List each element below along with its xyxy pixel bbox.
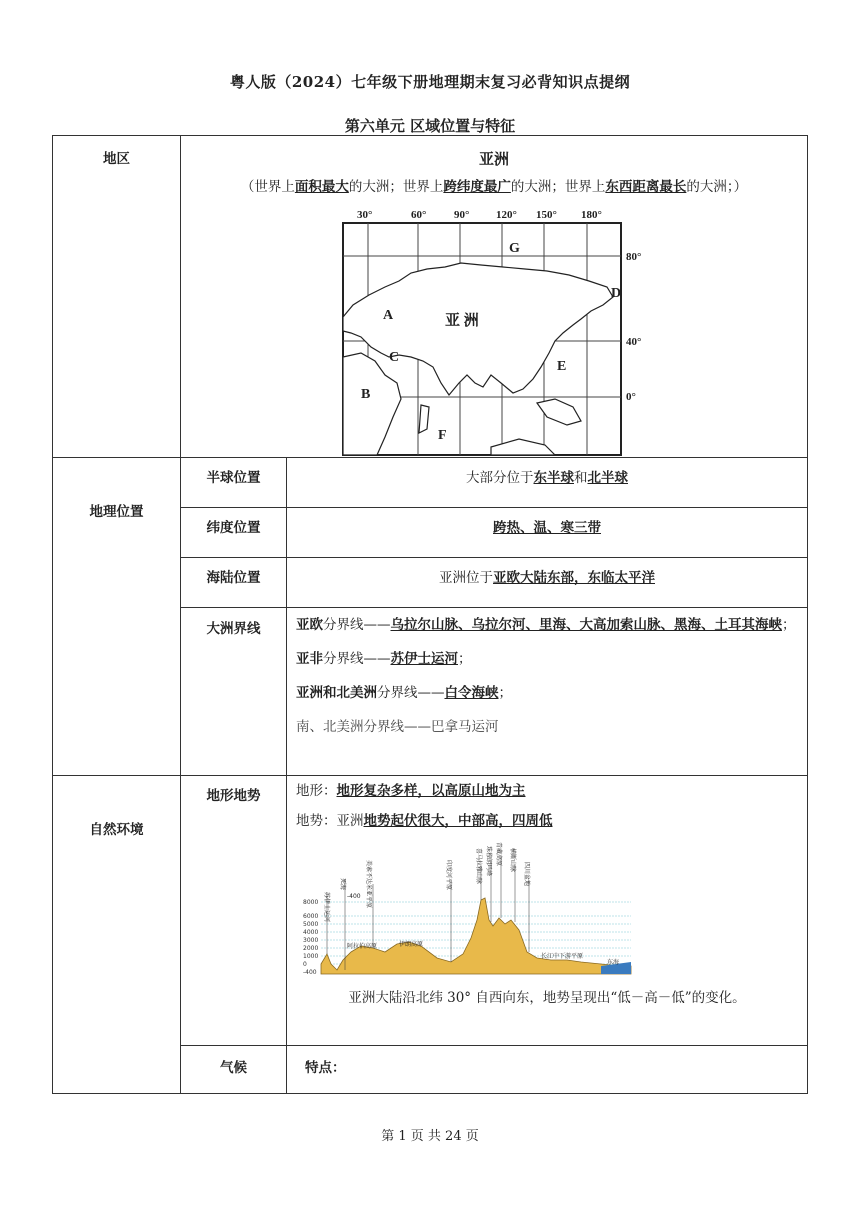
widest-latitude: 跨纬度最广 [443,179,511,195]
y-tick: 8000 [303,899,319,906]
region-label-cell [53,136,181,458]
asia-cell [181,136,808,458]
asia-na-boundary [287,676,807,710]
asia-europe-boundary [287,608,807,642]
sea-land-value-cell [287,558,808,608]
dead-sea-mark: -400 [347,893,361,900]
terrain-value-cell [287,776,808,1046]
relief-line [287,806,807,836]
hemisphere-value-cell [287,458,808,508]
note-text: （世界上 [240,179,295,195]
asia-map [341,207,647,457]
text: 亚非 [296,651,323,667]
terrain-label-cell [181,776,287,1046]
profile-label: 美索不达米亚平原 [365,860,372,909]
profile-label: 珠穆朗玛峰 [485,846,492,877]
map-letter: A [383,308,394,323]
latitude-value: 跨热、温、寒三带 [493,520,601,536]
text: ； [498,685,512,701]
climate-label: 气候 [220,1060,247,1076]
geo-position-label-cell [53,458,181,776]
text: 分界线—— [323,617,391,633]
asia-name: 亚洲 [478,150,509,168]
unit-subtitle: 第六单元 区域位置与特征 [344,117,516,135]
y-tick: 0 [303,961,307,968]
climate-feature: 特点： [305,1060,346,1076]
map-lon-label: 120° [496,209,517,221]
terrain-label: 地形地势 [206,788,261,804]
asia-map-svg [341,207,647,457]
profile-label: 横断山脉 [509,848,516,873]
map-letter: G [509,241,520,256]
hemisphere-label-cell [181,458,287,508]
asia-superlatives [181,175,807,195]
latitude-label-cell [181,508,287,558]
terrain-caption: 亚洲大陆沿北纬 30° 自西向东，地势呈现出“低－高－低”的变化。 [348,990,746,1006]
suez-canal: 苏伊士运河 [390,651,458,667]
profile-inner-label: 伊朗高原 [399,941,424,948]
boundary-label-cell [181,608,287,776]
map-lat-label: 0° [626,391,636,403]
terrain-type: 地形复杂多样，以高原山地为主 [336,783,526,799]
y-tick: 3000 [303,937,319,944]
boundary-label: 大洲界线 [206,621,261,637]
region-label: 地区 [103,151,130,167]
text: 大部分位于 [466,470,534,486]
terrain-profile [301,842,641,982]
y-tick: 1000 [303,953,319,960]
text: ； [782,617,796,633]
climate-value-cell [287,1046,808,1094]
text: ； [458,651,472,667]
map-letter: E [557,359,567,374]
elevation-area [321,898,631,974]
map-letter: B [361,387,371,402]
boundary-lines [287,608,807,744]
page-footer: 第 1 页 共 24 页 [381,1129,479,1144]
madagascar-shape [419,405,429,433]
terrain-profile-svg [301,842,641,982]
text: 分界线—— [323,651,391,667]
text: 亚洲位于 [439,570,493,586]
latitude-value-cell [287,508,808,558]
y-tick: 5000 [303,921,319,928]
y-tick: -400 [303,969,317,976]
profile-label: 印度河平原 [445,860,452,891]
latitude-label: 纬度位置 [206,520,261,536]
map-lat-label: 80° [626,251,642,263]
americas-boundary: 南、北美洲分界线——巴拿马运河 [296,719,499,735]
y-tick: 2000 [303,945,319,952]
pacific-ocean: 太平洋 [614,570,655,586]
map-lat-label: 40° [626,336,642,348]
boundary-features: 乌拉尔山脉、乌拉尔河、里海、大高加索山脉、黑海、土耳其海峡 [390,617,782,633]
largest-area: 面积最大 [294,179,349,195]
asia-africa-boundary [287,642,807,676]
profile-label: 四川盆地 [523,862,530,887]
profile-label: 死海 [339,878,346,891]
nature-label: 自然环境 [89,822,144,838]
text: 地势：亚洲 [296,813,364,829]
map-lon-label: 90° [454,209,470,221]
hemisphere-label: 半球位置 [206,470,261,486]
text: 地形： [296,783,337,799]
northern-hemisphere: 北半球 [587,470,628,486]
africa-shape [343,353,401,455]
eastern-hemisphere: 东半球 [533,470,574,486]
australia-shape [491,439,555,455]
map-letter: F [438,428,447,443]
hemisphere-value [287,466,807,486]
profile-label: 喜马拉雅山脉 [475,848,482,885]
text: 和 [574,470,588,486]
sea-land-label: 海陆位置 [206,570,261,586]
note-text: 的大洲；世界上 [348,179,444,195]
relief-feature: 地势起伏很大，中部高，四周低 [363,813,553,829]
profile-label: 青藏高原 [495,842,502,867]
map-lon-label: 150° [536,209,557,221]
text: 分界线—— [377,685,445,701]
note-text: 的大洲；世界上 [510,179,606,195]
nature-label-cell [53,776,181,1094]
y-tick: 6000 [303,913,319,920]
profile-inner-label: 东海 [607,959,620,966]
text: 亚欧 [296,617,323,633]
terrain-line [287,776,807,806]
map-lon-label: 180° [581,209,602,221]
map-lon-label: 60° [411,209,427,221]
knowledge-table [52,135,808,1094]
boundary-value-cell [287,608,808,776]
map-lon-label: 30° [357,209,373,221]
map-letter: C [389,350,400,365]
page-title: 粤人版（2024）七年级下册地理期末复习必背知识点提纲 [229,73,631,91]
y-tick: 4000 [303,929,319,936]
profile-inner-label: 长江中下游平原 [541,953,584,960]
note-text: 的大洲；） [686,179,748,195]
map-asia-label: 亚 洲 [445,313,479,329]
sea-land-value [287,566,807,586]
climate-label-cell [181,1046,287,1094]
map-letter: D [611,286,622,301]
geo-position-label: 地理位置 [89,504,144,520]
bering-strait: 白令海峡 [444,685,499,701]
profile-label: 苏伊士运河 [323,892,330,923]
eurasia-east: 亚欧大陆东部，东临 [493,570,615,586]
text: 亚洲和北美洲 [296,685,377,701]
sea-land-label-cell [181,558,287,608]
longest-east-west: 东西距离最长 [605,179,687,195]
profile-inner-label: 阿拉伯高原 [347,943,378,950]
